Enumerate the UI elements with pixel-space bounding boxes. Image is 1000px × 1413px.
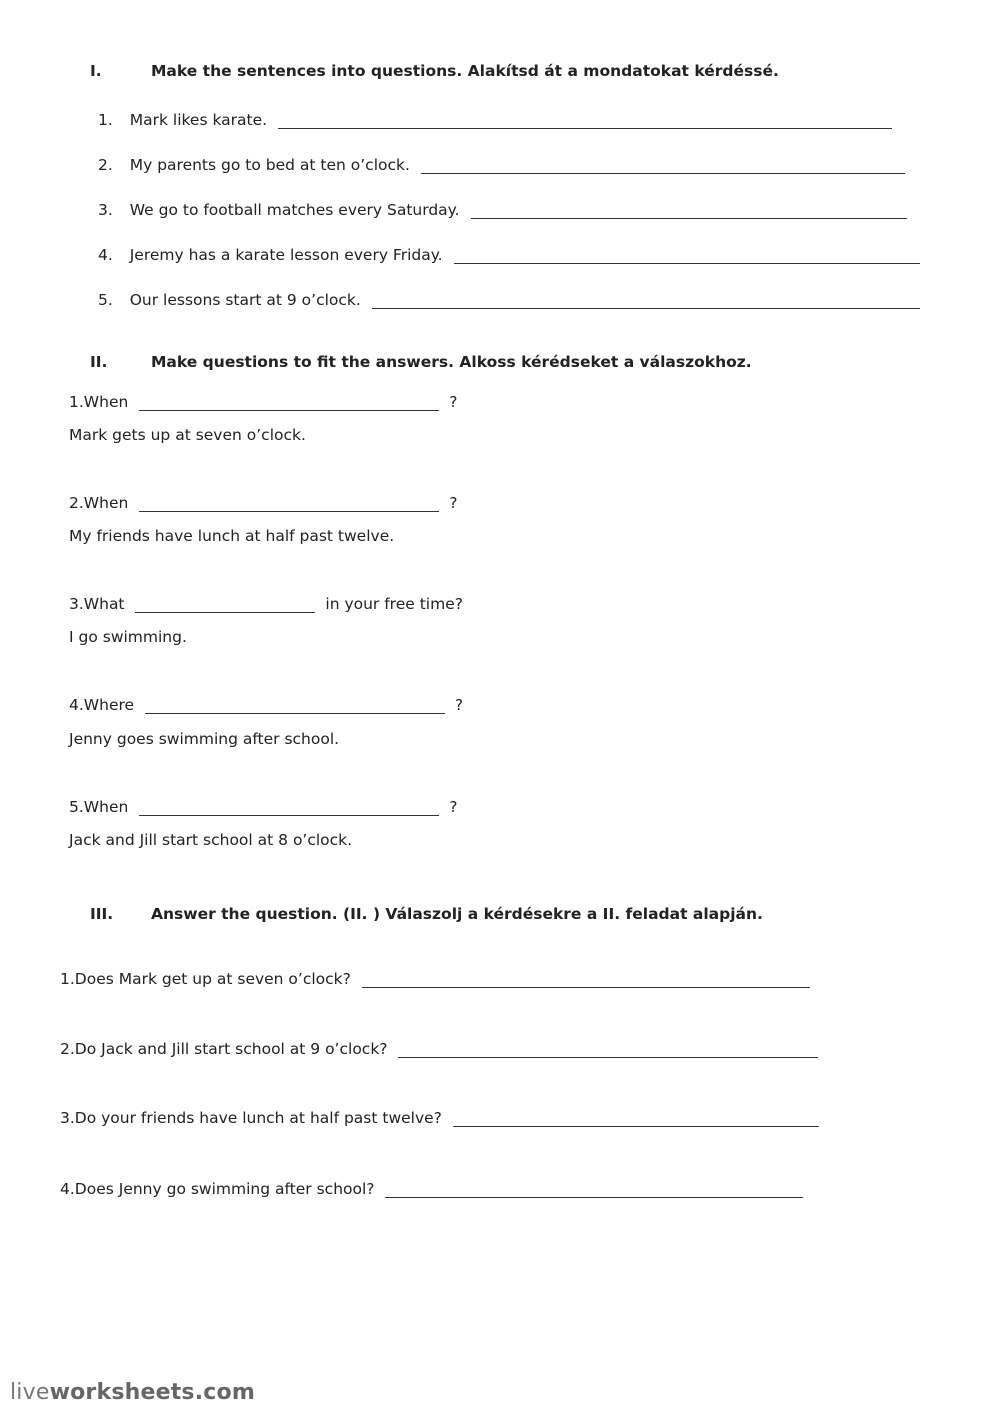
question-prefix: 3.What [69, 595, 125, 613]
question-prefix: 2.When [69, 494, 129, 512]
list-item [98, 200, 907, 220]
answer-blank[interactable] [139, 495, 439, 512]
question-text: 4.Does Jenny go swimming after school? [60, 1180, 375, 1198]
section-numeral: I. [90, 62, 102, 80]
answer-blank[interactable] [421, 157, 905, 174]
answer-text: Mark gets up at seven o’clock. [69, 426, 306, 444]
answer-blank[interactable] [398, 1041, 818, 1058]
item-text: Jeremy has a karate lesson every Friday. [129, 246, 443, 264]
question-line [60, 1108, 819, 1128]
section-title: Make the sentences into questions. Alakítsd át a mondatokat kérdéssé. [151, 62, 779, 80]
liveworksheets-logo [10, 1380, 255, 1405]
section-numeral: II. [90, 353, 108, 371]
question-suffix: ? [449, 393, 458, 411]
answer-blank[interactable] [385, 1181, 803, 1198]
question-line [60, 1039, 818, 1059]
answer-blank[interactable] [145, 697, 445, 714]
answer-blank[interactable] [362, 971, 810, 988]
answer-text: I go swimming. [69, 628, 187, 646]
item-number: 4. [98, 246, 113, 264]
item-number: 3. [98, 201, 113, 219]
item-number: 5. [98, 291, 113, 309]
section-title: Make questions to fit the answers. Alkoss kérédseket a válaszokhoz. [151, 353, 752, 371]
answer-blank[interactable] [471, 202, 907, 219]
question-text: 1.Does Mark get up at seven o’clock? [60, 970, 351, 988]
question-suffix: ? [449, 798, 458, 816]
question-prefix: 5.When [69, 798, 129, 816]
question-text: 3.Do your friends have lunch at half past twelve? [60, 1109, 442, 1127]
list-item [98, 155, 905, 175]
logo-light-text: live [10, 1380, 50, 1405]
question-line [60, 969, 810, 989]
logo-tld-text: .com [194, 1380, 255, 1405]
item-text: My parents go to bed at ten o’clock. [129, 156, 410, 174]
answer-text: My friends have lunch at half past twelve. [69, 527, 395, 545]
question-line [69, 392, 457, 412]
question-line [69, 594, 463, 614]
answer-blank[interactable] [139, 394, 439, 411]
answer-blank[interactable] [372, 292, 920, 309]
answer-blank[interactable] [454, 247, 920, 264]
question-suffix: in your free time? [325, 595, 463, 613]
item-text: We go to football matches every Saturday. [129, 201, 460, 219]
answer-text: Jack and Jill start school at 8 o’clock. [69, 831, 353, 849]
answer-blank[interactable] [139, 799, 439, 816]
section-title: Answer the question. (II. ) Válaszolj a kérdésekre a II. feladat alapján. [151, 905, 763, 923]
list-item [98, 245, 920, 265]
question-line [69, 797, 457, 817]
list-item [98, 290, 920, 310]
question-line [69, 493, 457, 513]
question-suffix: ? [454, 696, 464, 714]
list-item [98, 110, 892, 130]
logo-bold-text: worksheets [49, 1380, 195, 1405]
question-prefix: 1.When [69, 393, 129, 411]
answer-text: Jenny goes swimming after school. [69, 730, 340, 748]
item-number: 2. [98, 156, 113, 174]
section-numeral: III. [90, 905, 114, 923]
item-text: Our lessons start at 9 o’clock. [129, 291, 361, 309]
question-line [69, 695, 463, 715]
answer-blank[interactable] [278, 112, 892, 129]
question-line [60, 1179, 803, 1199]
question-prefix: 4.Where [69, 696, 135, 714]
question-suffix: ? [449, 494, 458, 512]
item-number: 1. [98, 111, 113, 129]
question-text: 2.Do Jack and Jill start school at 9 o’clock? [60, 1040, 388, 1058]
answer-blank[interactable] [453, 1110, 819, 1127]
item-text: Mark likes karate. [129, 111, 268, 129]
answer-blank[interactable] [135, 596, 315, 613]
